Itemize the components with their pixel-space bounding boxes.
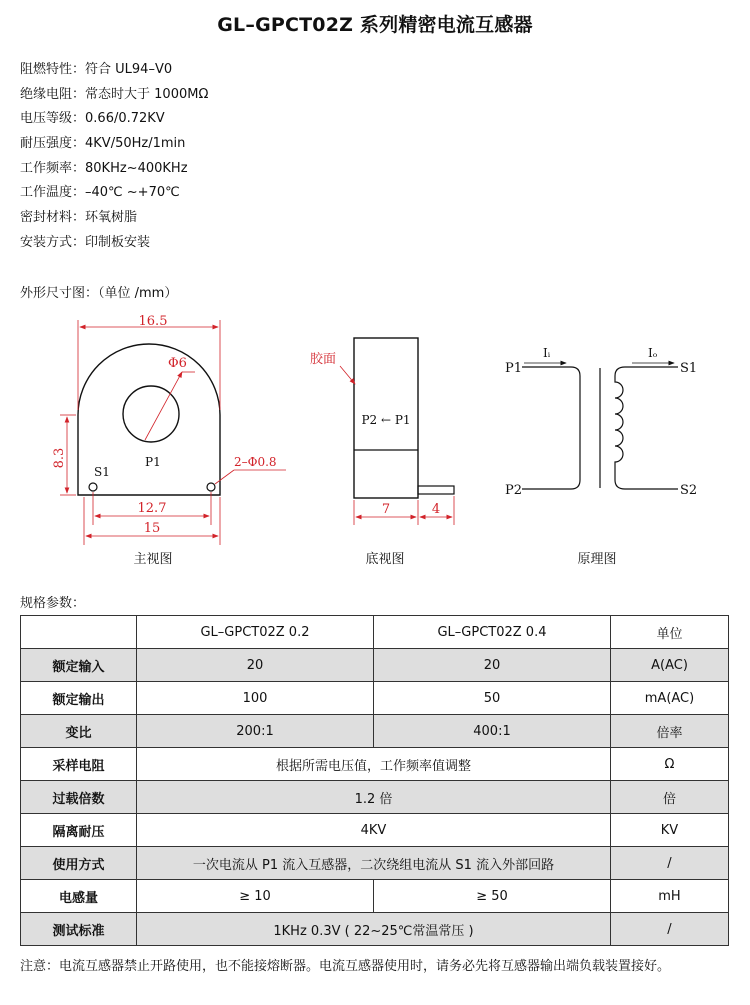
warning-note: 注意：电流互感器禁止开路使用，也不能接熔断器。电流互感器使用时，请务必先将互感器输出端负载装置接好。 xyxy=(20,959,671,974)
table-row xyxy=(21,847,729,880)
schematic-s1-label: S1 xyxy=(680,361,698,376)
schematic-p1-label: P1 xyxy=(505,361,523,376)
cell-unit: mA(AC) xyxy=(611,682,729,715)
dimension-b-label: 4 xyxy=(431,502,441,517)
cell-unit: 倍率 xyxy=(611,715,729,748)
property-label: 阻燃特性： xyxy=(20,62,86,77)
cell-merged: 1KHz 0.3V ( 22~25℃常温常压 ) xyxy=(137,913,611,946)
schematic xyxy=(505,346,697,567)
cell-value: 400:1 xyxy=(374,715,611,748)
cell-merged: 一次电流从 P1 流入互感器，二次绕组电流从 S1 流入外部回路 xyxy=(137,847,611,880)
table-row xyxy=(21,715,729,748)
cell-value: 200:1 xyxy=(137,715,374,748)
property-row xyxy=(20,132,208,157)
property-row xyxy=(20,107,208,132)
pin-hole-p1 xyxy=(207,483,215,491)
pcb-pin xyxy=(418,486,454,494)
property-row xyxy=(20,181,208,206)
cell-unit: KV xyxy=(611,814,729,847)
property-label: 电压等级： xyxy=(20,111,86,127)
output-current-label: Iₒ xyxy=(648,346,658,360)
dimension-diagram xyxy=(0,300,750,575)
glue-face-label: 胶面 xyxy=(310,352,337,367)
property-label: 安装方式： xyxy=(20,234,86,250)
direction-label: P2 ← P1 xyxy=(361,413,411,427)
dimension-heading: 外形尺寸图：（单位 /mm） xyxy=(20,286,178,301)
properties-list xyxy=(20,58,208,256)
cell-value: 100 xyxy=(137,682,374,715)
row-label: 额定输入 xyxy=(21,649,137,682)
cell-unit: mH xyxy=(611,880,729,913)
table-row xyxy=(21,913,729,946)
page-title: GL–GPCT02Z 系列精密电流互感器 xyxy=(217,14,533,36)
center-hole xyxy=(123,386,179,442)
property-label: 密封材料： xyxy=(20,210,86,226)
spec-heading: 规格参数： xyxy=(20,596,86,611)
property-label: 工作温度： xyxy=(20,185,86,201)
property-value: 0.66/0.72KV xyxy=(85,111,165,127)
property-label: 耐压强度： xyxy=(20,136,86,152)
base-width-label: 15 xyxy=(143,521,161,536)
cell-merged: 根据所需电压值，工作频率值调整 xyxy=(137,748,611,781)
hole-diameter-label: Φ6 xyxy=(168,356,187,371)
bottom-view-caption: 底视图 xyxy=(365,552,405,567)
property-value: 4KV/50Hz/1min xyxy=(85,136,186,152)
p1-label: P1 xyxy=(145,455,161,469)
cell-unit: A(AC) xyxy=(611,649,729,682)
spec-table xyxy=(20,615,729,946)
table-row xyxy=(21,781,729,814)
pin-hole-label: 2–Φ0.8 xyxy=(234,455,277,469)
property-value: 符合 UL94–V0 xyxy=(85,62,173,77)
table-row xyxy=(21,748,729,781)
cell-value: 50 xyxy=(374,682,611,715)
property-label: 绝缘电阻： xyxy=(20,86,86,102)
schematic-s2-label: S2 xyxy=(680,483,698,498)
front-view xyxy=(52,314,286,567)
property-value: 印制板安装 xyxy=(85,234,151,250)
secondary-winding xyxy=(615,367,678,489)
cell-unit: / xyxy=(611,847,729,880)
schematic-caption: 原理图 xyxy=(577,552,617,567)
pin-hole-s1 xyxy=(89,483,97,491)
row-label: 变比 xyxy=(21,715,137,748)
row-label: 电感量 xyxy=(21,880,137,913)
table-row xyxy=(21,682,729,715)
header-cell: 单位 xyxy=(611,616,729,649)
row-label: 采样电阻 xyxy=(21,748,137,781)
bottom-view xyxy=(310,338,454,567)
table-row xyxy=(21,814,729,847)
dimension-a-label: 7 xyxy=(381,502,391,517)
table-row xyxy=(21,880,729,913)
property-row xyxy=(20,58,208,83)
row-label: 使用方式 xyxy=(21,847,137,880)
front-view-caption: 主视图 xyxy=(133,552,173,567)
table-header-row xyxy=(21,616,729,649)
cell-unit: 倍 xyxy=(611,781,729,814)
cell-value: 20 xyxy=(374,649,611,682)
cell-value: ≥ 50 xyxy=(374,880,611,913)
header-cell: GL–GPCT02Z 0.2 xyxy=(137,616,374,649)
property-row xyxy=(20,206,208,231)
property-value: 常态时大于 1000MΩ xyxy=(85,86,209,102)
row-label: 过载倍数 xyxy=(21,781,137,814)
header-cell: GL–GPCT02Z 0.4 xyxy=(374,616,611,649)
property-value: 环氧树脂 xyxy=(85,210,138,226)
row-label: 额定输出 xyxy=(21,682,137,715)
s1-label: S1 xyxy=(94,465,110,479)
property-row xyxy=(20,157,208,182)
height-dimension-label: 8.3 xyxy=(52,447,67,469)
property-value: –40℃ ~+70℃ xyxy=(85,185,180,201)
property-value: 80KHz~400KHz xyxy=(85,160,188,176)
schematic-p2-label: P2 xyxy=(505,483,523,498)
input-current-label: Iᵢ xyxy=(543,346,551,360)
row-label: 测试标准 xyxy=(21,913,137,946)
cell-value: 20 xyxy=(137,649,374,682)
property-row xyxy=(20,83,208,108)
cell-unit: / xyxy=(611,913,729,946)
cell-value: ≥ 10 xyxy=(137,880,374,913)
cell-unit: Ω xyxy=(611,748,729,781)
property-row xyxy=(20,231,208,256)
header-cell xyxy=(21,616,137,649)
width-dimension-label: 16.5 xyxy=(138,314,168,329)
cell-merged: 1.2 倍 xyxy=(137,781,611,814)
primary-loop xyxy=(522,367,580,489)
pin-spacing-label: 12.7 xyxy=(137,501,167,516)
row-label: 隔离耐压 xyxy=(21,814,137,847)
property-label: 工作频率： xyxy=(20,160,86,176)
cell-merged: 4KV xyxy=(137,814,611,847)
table-row xyxy=(21,649,729,682)
